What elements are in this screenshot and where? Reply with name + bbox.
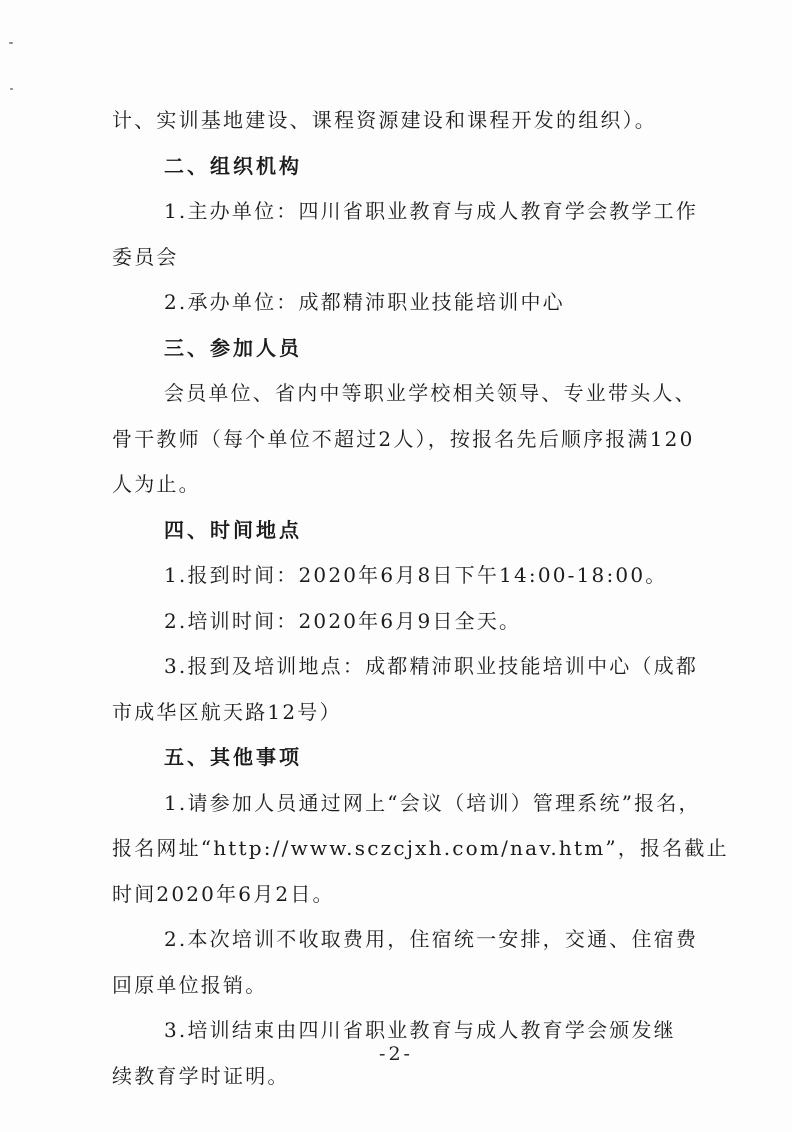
paragraph-line: 1.主办单位：四川省职业教育与成人教育学会教学工作 bbox=[164, 199, 699, 223]
section-heading: 五、其他事项 bbox=[164, 745, 302, 769]
scan-speck bbox=[9, 42, 13, 44]
page-number: -2- bbox=[379, 1043, 413, 1065]
paragraph-line: 3.培训结束由四川省职业教育与成人教育学会颁发继 bbox=[164, 1018, 676, 1042]
scan-speck bbox=[10, 88, 13, 90]
paragraph-line: 2.培训时间：2020年6月9日全天。 bbox=[164, 608, 522, 633]
paragraph-line: 2.承办单位：成都精沛职业技能培训中心 bbox=[164, 290, 565, 314]
paragraph-line: 委员会 bbox=[112, 244, 179, 269]
paragraph-line: 3.报到及培训地点：成都精沛职业技能培训中心（成都 bbox=[164, 654, 699, 678]
paragraph-line: 人为止。 bbox=[112, 472, 201, 496]
paragraph-line: 续教育学时证明。 bbox=[112, 1063, 290, 1088]
paragraph-line: 骨干教师（每个单位不超过2人），按报名先后顺序报满120 bbox=[112, 426, 695, 451]
paragraph-line: 1.报到时间：2020年6月8日下午14:00-18:00。 bbox=[164, 563, 668, 587]
paragraph-line: 时间2020年6月2日。 bbox=[112, 881, 335, 906]
paragraph-line: 市成华区航天路12号） bbox=[112, 699, 342, 724]
paragraph-line: 1.请参加人员通过网上“会议（培训）管理系统”报名， bbox=[164, 790, 701, 815]
document-body bbox=[112, 98, 729, 1099]
paragraph-line: 会员单位、省内中等职业学校相关领导、专业带头人、 bbox=[164, 381, 697, 405]
paragraph-line: 计、实训基地建设、课程资源建设和课程开发的组织）。 bbox=[112, 108, 657, 132]
paragraph-line: 2.本次培训不收取费用，住宿统一安排，交通、住宿费 bbox=[164, 927, 699, 951]
paragraph-line: 报名网址“http://www.sczcjxh.com/nav.htm”，报名截止 bbox=[112, 836, 729, 860]
section-heading: 四、时间地点 bbox=[164, 517, 302, 542]
paragraph-line: 回原单位报销。 bbox=[112, 972, 268, 997]
section-heading: 二、组织机构 bbox=[164, 153, 302, 178]
section-heading: 三、参加人员 bbox=[164, 335, 302, 360]
